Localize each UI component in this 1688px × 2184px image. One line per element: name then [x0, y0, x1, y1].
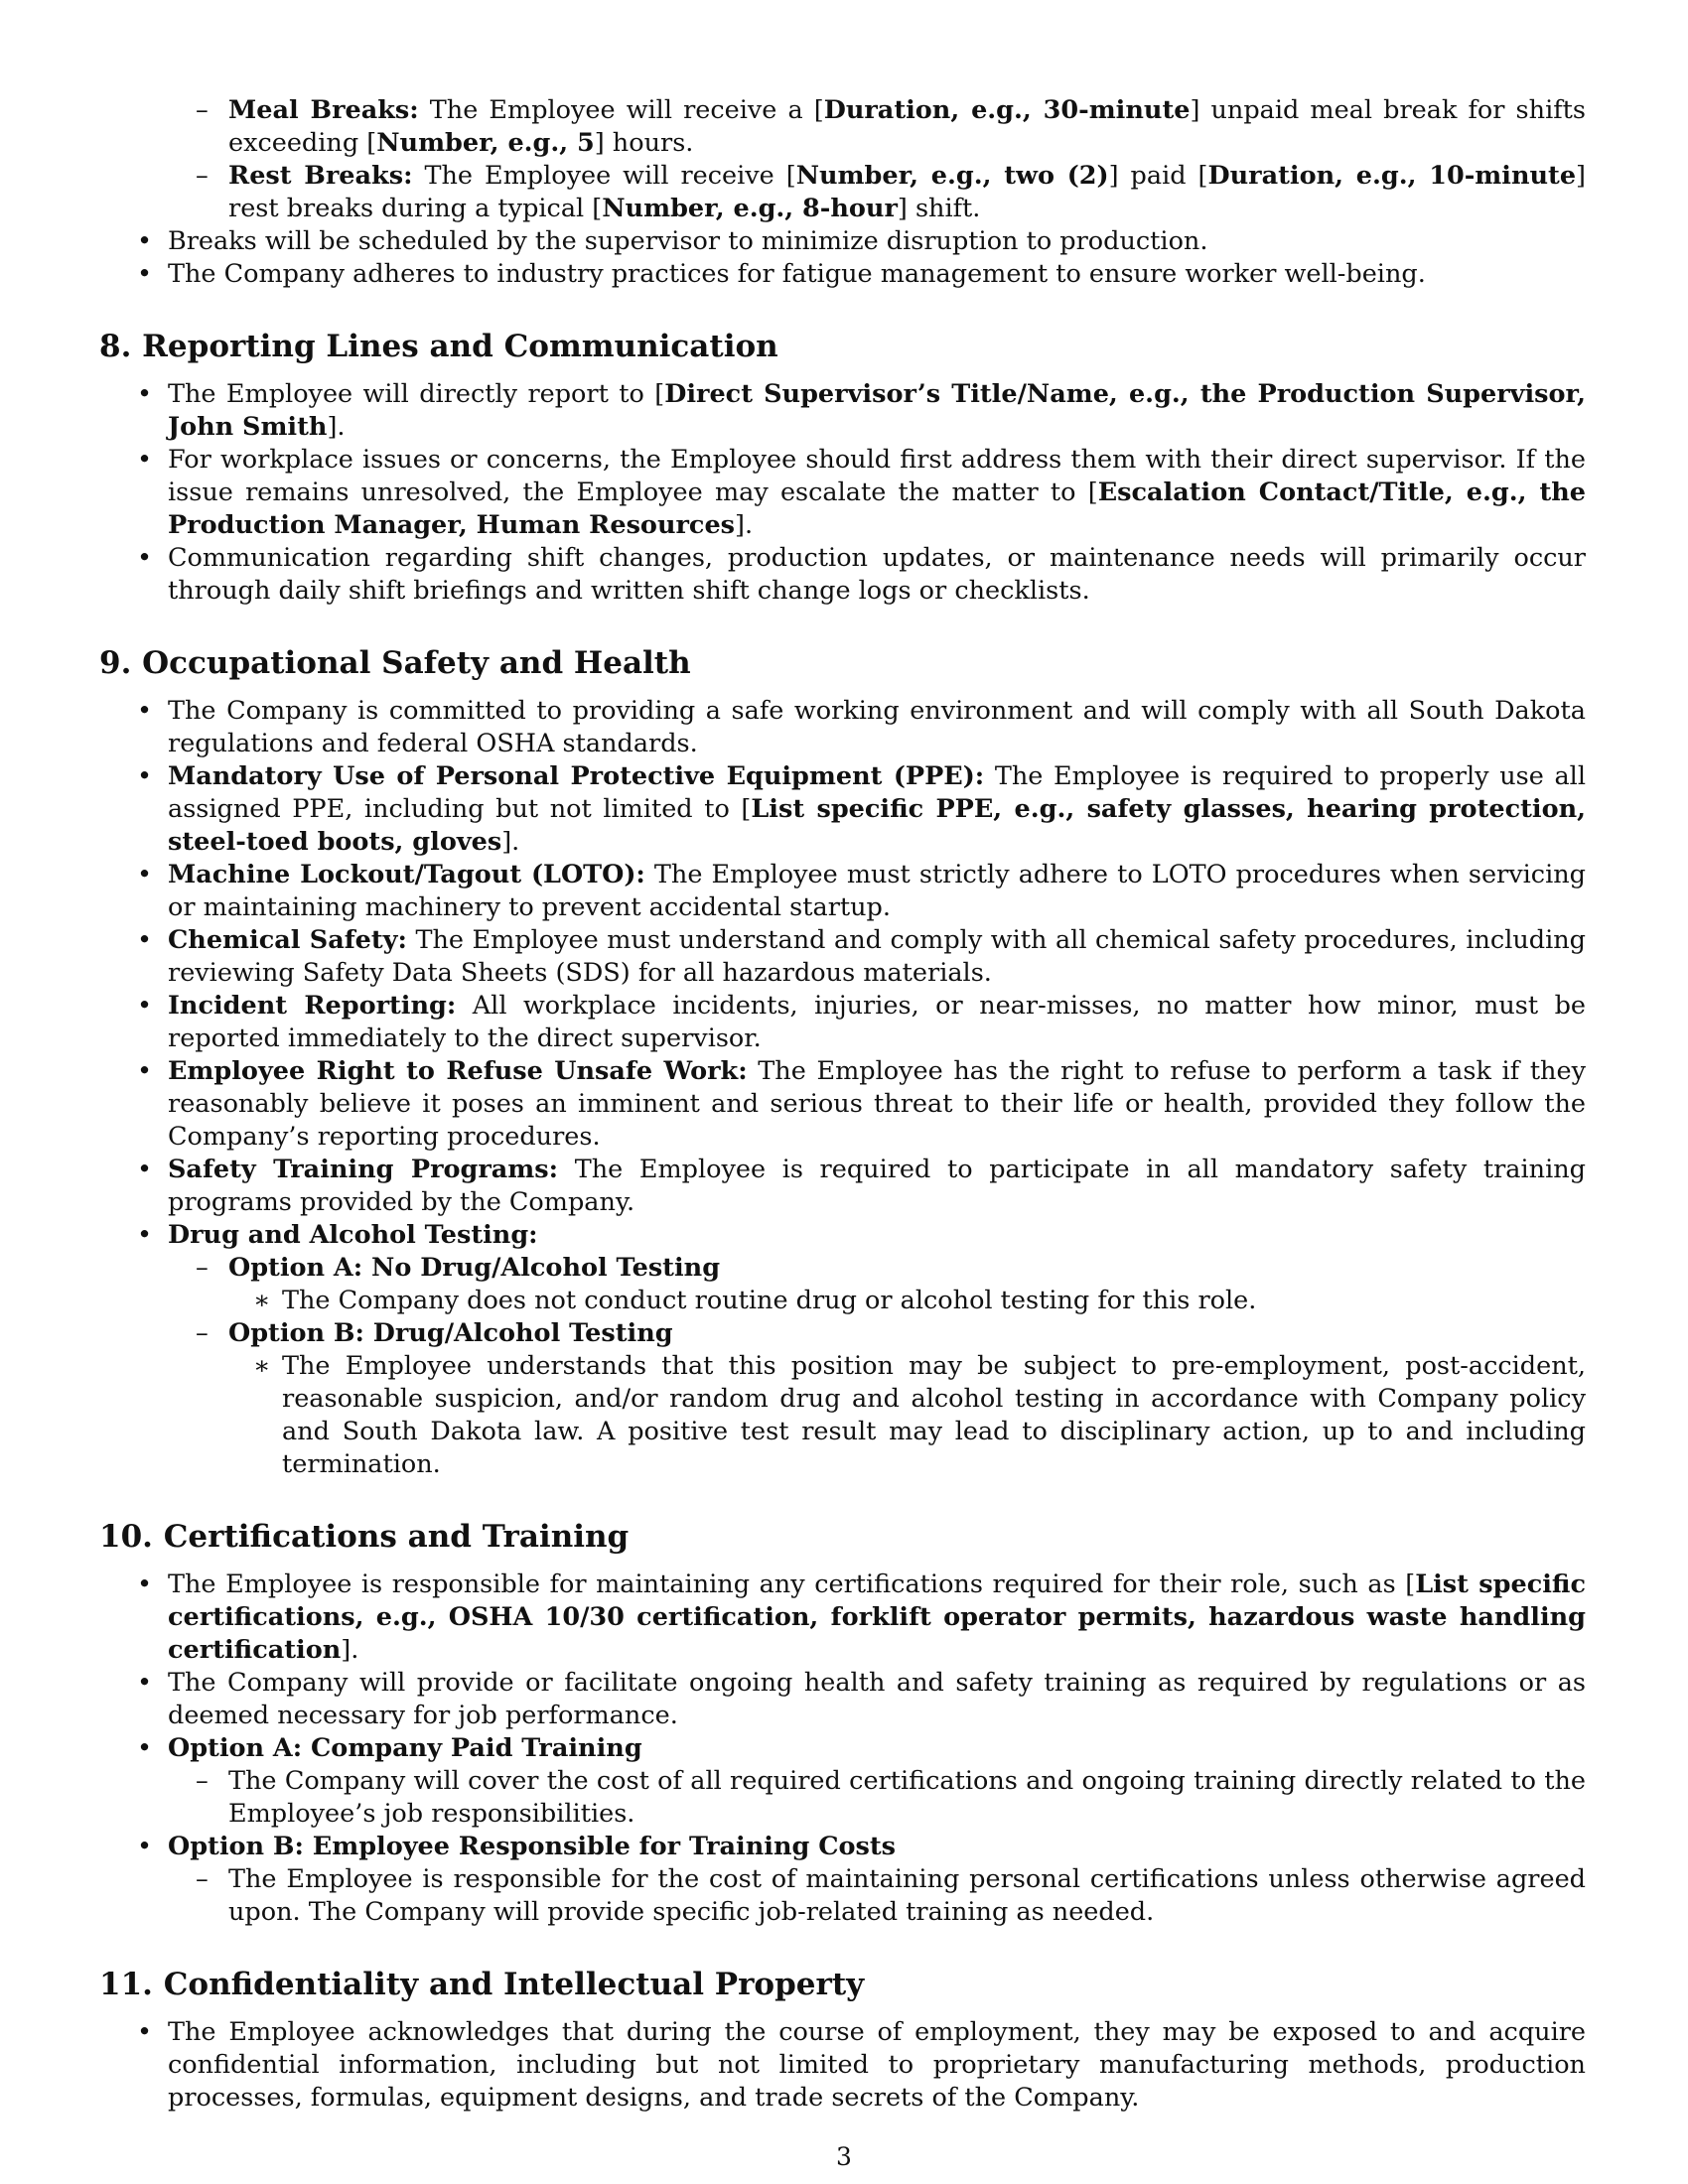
bullet-icon: •	[137, 925, 153, 955]
list-item-incident-reporting	[99, 990, 1586, 1055]
bullet-icon: •	[137, 696, 153, 726]
item-text: Breaks will be scheduled by the supervisor to minimize disruption to production.	[168, 226, 1208, 256]
list-item-confidential-info	[99, 2016, 1586, 2115]
bullet-icon: •	[137, 379, 153, 409]
text-span: ] shift.	[897, 194, 981, 223]
refuse-unsafe-work-label: Employee Right to Refuse Unsafe Work:	[168, 1056, 748, 1086]
bullet-icon: •	[137, 1220, 153, 1250]
section-9-heading: 9. Occupational Safety and Health	[99, 645, 691, 681]
drug-option-b-label: Option B: Drug/Alcohol Testing	[228, 1318, 673, 1348]
placeholder-duration: Duration, e.g., 30-minute	[823, 95, 1191, 125]
item-text: The Company will provide or facilitate ongoing health and safety training as required by regulations or as deemed necessary for job performance.	[168, 1668, 1586, 1730]
text-span: The Employee is responsible for maintaining any certifications required for their role, such as [	[168, 1570, 1416, 1599]
text-span: ].	[327, 412, 346, 442]
list-item-loto	[99, 859, 1586, 924]
dash-bullet-icon: –	[196, 1318, 209, 1348]
section-10-list	[99, 1569, 1586, 1929]
bullet-icon: •	[137, 761, 153, 791]
list-item-drug-option-b-text	[99, 1350, 1586, 1481]
placeholder-duration: Duration, e.g., 10-minute	[1207, 161, 1577, 191]
ppe-label: Mandatory Use of Personal Protective Equipment (PPE):	[168, 761, 985, 791]
bullet-icon: •	[137, 991, 153, 1021]
dash-bullet-icon: –	[196, 1253, 209, 1283]
bullet-icon: •	[137, 445, 153, 475]
dash-bullet-icon: –	[196, 1766, 209, 1796]
text-span: The Employee has the right to refuse to perform a task if they reasonably believe it poses an imminent and serious threat to their life or health, provided they follow the Company’s reporting procedures.	[168, 1056, 1586, 1152]
dash-bullet-icon: –	[196, 95, 209, 125]
text-span: ].	[501, 827, 520, 857]
chemical-safety-label: Chemical Safety:	[168, 925, 407, 955]
text-span: The Employee is required to participate in all mandatory safety training programs provided by the Company.	[168, 1155, 1586, 1217]
text-span: The Employee is required to properly use all assigned PPE, including but not limited to [	[168, 761, 1586, 824]
section-11-list	[99, 2016, 1586, 2115]
dash-bullet-icon: –	[196, 161, 209, 191]
list-item-fatigue	[99, 258, 1586, 291]
section-9-list	[99, 695, 1586, 1481]
list-item-safe-environment	[99, 695, 1586, 760]
bullet-icon: •	[137, 860, 153, 889]
text-span: The Employee will directly report to [	[168, 379, 665, 409]
list-item-training-option-b-text	[99, 1863, 1586, 1929]
list-item-drug-option-a-text	[99, 1285, 1586, 1317]
rest-breaks-label: Rest Breaks:	[228, 161, 413, 191]
placeholder-number: Number, e.g., 5	[376, 128, 595, 158]
page-number: 3	[836, 2142, 852, 2171]
placeholder-ppe: List specific PPE, e.g., safety glasses, hearing protection, steel-toed boots, gloves	[168, 794, 1586, 857]
bullet-icon: •	[137, 259, 153, 289]
placeholder-number: Number, e.g., two (2)	[795, 161, 1109, 191]
bullet-icon: •	[137, 1832, 153, 1861]
item-text: The Company adheres to industry practices for fatigue management to ensure worker well-being.	[168, 259, 1426, 289]
text-span: For workplace issues or concerns, the Employee should first address them with their direct supervisor. If the issue remains unresolved, the Employee may escalate the matter to [	[168, 445, 1586, 507]
list-item-scheduling	[99, 225, 1586, 258]
item-text: The Employee is responsible for the cost of maintaining personal certifications unless otherwise agreed upon. The Company will provide specific job-related training as needed.	[228, 1864, 1586, 1927]
list-item-training-option-b	[99, 1831, 1586, 1863]
list-item-drug-option-b	[99, 1317, 1586, 1350]
asterisk-bullet-icon: ∗	[253, 1286, 271, 1315]
bullet-icon: •	[137, 1570, 153, 1599]
list-item-drug-option-a	[99, 1252, 1586, 1285]
section-8-heading: 8. Reporting Lines and Communication	[99, 329, 778, 364]
incident-reporting-label: Incident Reporting:	[168, 991, 457, 1021]
list-item-safety-training	[99, 1154, 1586, 1219]
placeholder-supervisor: Direct Supervisor’s Title/Name, e.g., the Production Supervisor, John Smith	[168, 379, 1586, 442]
breaks-list	[99, 94, 1586, 291]
text-span: ].	[341, 1635, 359, 1665]
text-span: The Employee must strictly adhere to LOTO procedures when servicing or maintaining machinery to prevent accidental startup.	[168, 860, 1586, 922]
list-item-direct-report	[99, 378, 1586, 444]
list-item-communication	[99, 542, 1586, 608]
list-item-ongoing-training	[99, 1667, 1586, 1732]
item-text: The Company is committed to providing a safe working environment and will comply with all South Dakota regulations and federal OSHA standards.	[168, 696, 1586, 758]
section-8-list	[99, 378, 1586, 608]
item-text: The Employee acknowledges that during the course of employment, they may be exposed to and acquire confidential information, including but not limited to proprietary manufacturing methods, production processes, formulas, equipment designs, and trade secrets of the Company.	[168, 2017, 1586, 2113]
bullet-icon: •	[137, 2017, 153, 2047]
drug-option-a-label: Option A: No Drug/Alcohol Testing	[228, 1253, 721, 1283]
bullet-icon: •	[137, 1733, 153, 1763]
asterisk-bullet-icon: ∗	[253, 1351, 271, 1381]
text-span: ] paid [	[1108, 161, 1208, 191]
safety-training-label: Safety Training Programs:	[168, 1155, 559, 1184]
list-item-meal-breaks	[99, 94, 1586, 160]
list-item-certifications	[99, 1569, 1586, 1667]
list-item-escalation	[99, 444, 1586, 542]
training-option-a-label: Option A: Company Paid Training	[168, 1733, 642, 1763]
list-item-training-option-a-text	[99, 1765, 1586, 1831]
section-10-heading: 10. Certifications and Training	[99, 1519, 630, 1555]
text-span: The Employee will receive [	[412, 161, 796, 191]
drug-alcohol-label: Drug and Alcohol Testing:	[168, 1220, 538, 1250]
dash-bullet-icon: –	[196, 1864, 209, 1894]
item-text: The Company will cover the cost of all required certifications and ongoing training directly related to the Employee’s job responsibilities.	[228, 1766, 1586, 1829]
training-option-b-label: Option B: Employee Responsible for Training Costs	[168, 1832, 897, 1861]
text-span: The Employee must understand and comply with all chemical safety procedures, including reviewing Safety Data Sheets (SDS) for all hazardous materials.	[168, 925, 1586, 988]
bullet-icon: •	[137, 543, 153, 573]
list-item-ppe	[99, 760, 1586, 859]
bullet-icon: •	[137, 1668, 153, 1698]
section-11-heading: 11. Confidentiality and Intellectual Property	[99, 1967, 865, 2002]
text-span: The Employee will receive a [	[418, 95, 824, 125]
text-span: ] unpaid meal break for shifts exceeding [	[228, 95, 1586, 158]
item-text: The Company does not conduct routine drug or alcohol testing for this role.	[282, 1286, 1257, 1315]
bullet-icon: •	[137, 226, 153, 256]
meal-breaks-label: Meal Breaks:	[228, 95, 419, 125]
placeholder-certifications: List specific certifications, e.g., OSHA 10/30 certification, forklift operator permits, hazardous waste handling certification	[168, 1570, 1586, 1665]
text-span: ].	[735, 510, 754, 540]
placeholder-escalation: Escalation Contact/Title, e.g., the Production Manager, Human Resources	[168, 478, 1586, 540]
text-span: All workplace incidents, injuries, or near-misses, no matter how minor, must be reported immediately to the direct supervisor.	[168, 991, 1586, 1053]
list-item-training-option-a	[99, 1732, 1586, 1765]
bullet-icon: •	[137, 1155, 153, 1184]
list-item-rest-breaks	[99, 160, 1586, 225]
text-span: ] hours.	[594, 128, 694, 158]
placeholder-number: Number, e.g., 8-hour	[602, 194, 898, 223]
document-page	[99, 94, 1586, 2115]
list-item-chemical-safety	[99, 924, 1586, 990]
list-item-refuse-unsafe-work	[99, 1055, 1586, 1154]
bullet-icon: •	[137, 1056, 153, 1086]
text-span: ] rest breaks during a typical [	[228, 161, 1586, 223]
item-text: The Employee understands that this position may be subject to pre-employment, post-accident, reasonable suspicion, and/or random drug and alcohol testing in accordance with Company policy and South Dakota law. A positive test result may lead to disciplinary action, up to and including termination.	[282, 1351, 1586, 1479]
item-text: Communication regarding shift changes, production updates, or maintenance needs will primarily occur through daily shift briefings and written shift change logs or checklists.	[168, 543, 1586, 606]
loto-label: Machine Lockout/Tagout (LOTO):	[168, 860, 645, 889]
list-item-drug-alcohol	[99, 1219, 1586, 1252]
